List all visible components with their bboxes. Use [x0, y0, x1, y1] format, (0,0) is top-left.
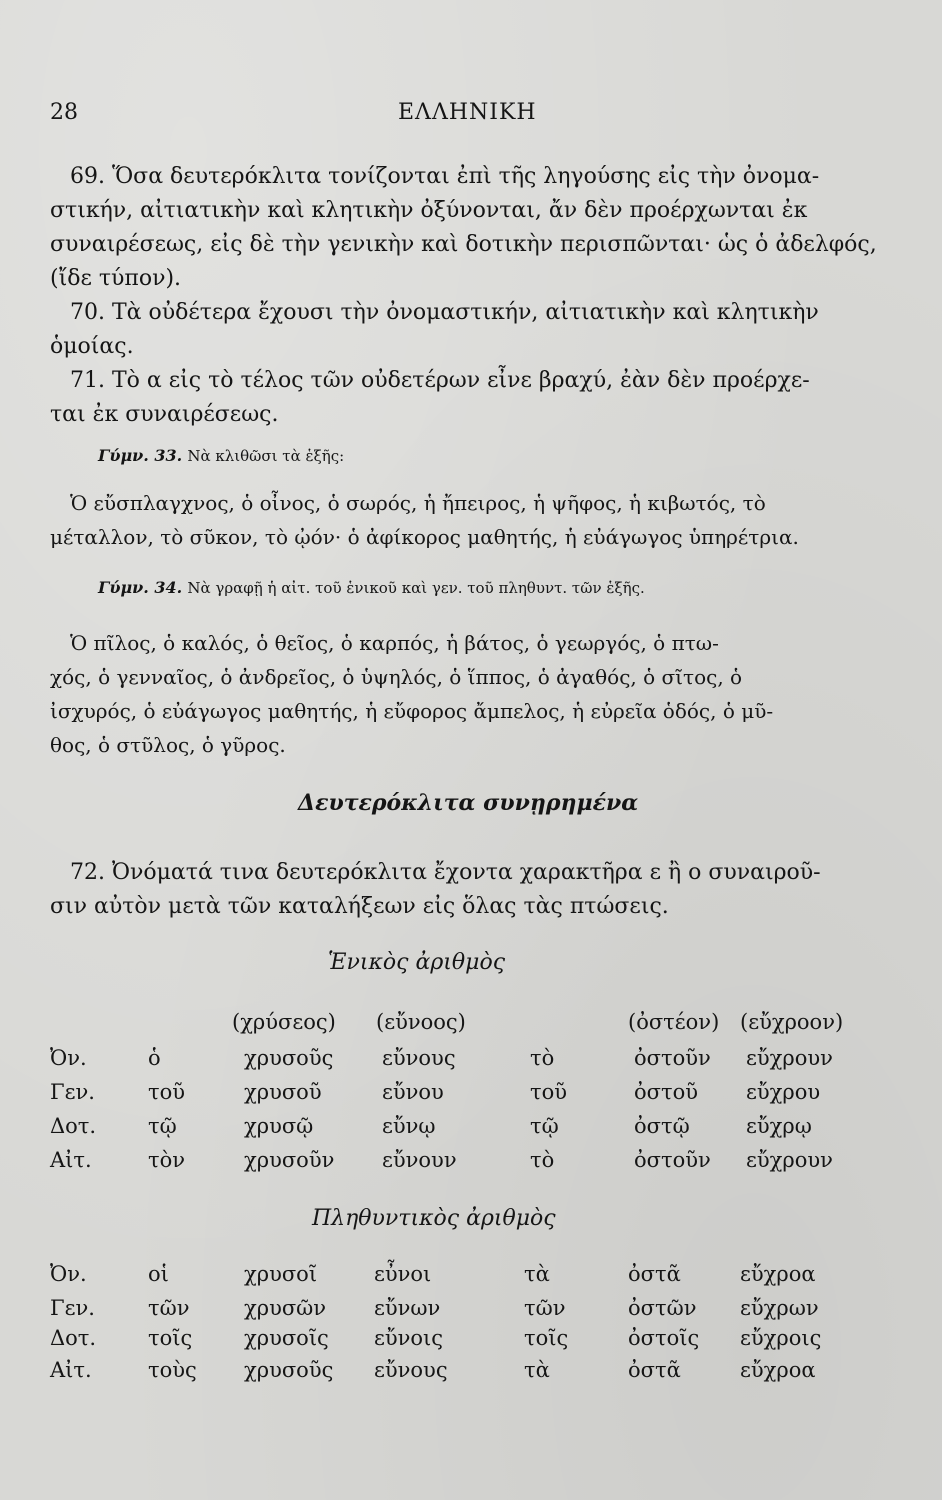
table-cell: εὔχρῳ [746, 1114, 812, 1138]
rule-69-line-1: 69. Ὅσα δευτερόκλιτα τονίζονται ἐπὶ τῆς ληγούσης εἰς τὴν ὀνομα- [70, 164, 820, 189]
case-label: Ὀν. [50, 1262, 87, 1286]
article: τὸν [148, 1148, 186, 1172]
exercise-33-line-2: μέταλλον, τὸ σῦκον, τὸ ᾠόν· ὁ ἀφίκορος μαθητής, ἡ εὐάγωγος ὑπηρέτρια. [50, 525, 799, 549]
article: τοῦ [148, 1080, 186, 1104]
table-cell: ὀστᾶ [628, 1262, 681, 1286]
table-cell: ὀστοῦν [634, 1148, 711, 1172]
table-cell: ὀστῷ [634, 1114, 690, 1138]
table-cell: χρυσῶν [244, 1296, 327, 1320]
table-cell: εὔνους [382, 1046, 456, 1070]
table-cell: εὔχροα [740, 1262, 816, 1286]
case-label: Αἰτ. [50, 1148, 92, 1172]
exercise-34-line-2: χός, ὁ γενναῖος, ὁ ἀνδρεῖος, ὁ ὑψηλός, ὁ ἵππος, ὁ ἀγαθός, ὁ σῖτος, ὁ [50, 665, 743, 689]
article: τῷ [148, 1114, 177, 1138]
table-cell: εὔχροις [740, 1326, 822, 1350]
table-cell: εὔνων [374, 1296, 441, 1320]
table-cell: χρυσῷ [244, 1114, 314, 1138]
table-cell: εὔνουν [382, 1148, 457, 1172]
exercise-34-line-3: ἰσχυρός, ὁ εὐάγωγος μαθητής, ἡ εὔφορος ἄμπελος, ἡ εὐρεῖα ὁδός, ὁ μῦ- [50, 699, 774, 723]
table-cell: εὔνου [382, 1080, 444, 1104]
case-label: Αἰτ. [50, 1358, 92, 1382]
table-cell: εὔνους [374, 1358, 448, 1382]
header-euchroon: (εὔχροον) [740, 1010, 844, 1034]
exercise-33-label: Γύμν. 33. [98, 446, 183, 465]
article: τὸ [530, 1046, 555, 1070]
rule-70-line-1: 70. Τὰ οὐδέτερα ἔχουσι τὴν ὀνομαστικήν, αἰτιατικὴν καὶ κλητικὴν [70, 300, 819, 325]
rule-69-line-3: συναιρέσεως, εἰς δὲ τὴν γενικὴν καὶ δοτικὴν περισπῶνται· ὡς ὁ ἀδελφός, [50, 232, 877, 257]
plural-title: Πληθυντικὸς ἀριθμὸς [312, 1206, 556, 1231]
table-cell: εὖνοι [374, 1262, 432, 1286]
singular-title: Ἑνικὸς ἀριθμὸς [328, 950, 506, 975]
article: τῶν [148, 1296, 190, 1320]
article: τῷ [530, 1114, 559, 1138]
case-label: Γεν. [50, 1296, 95, 1320]
running-title: ΕΛΛΗΝΙΚΗ [398, 100, 537, 125]
table-cell: εὔνῳ [382, 1114, 436, 1138]
article: οἱ [148, 1262, 169, 1286]
exercise-34-label: Γύμν. 34. [98, 578, 183, 597]
rule-69-line-2: στικήν, αἰτιατικὴν καὶ κλητικὴν ὀξύνονται, ἄν δὲν προέρχωνται ἐκ [50, 198, 808, 223]
table-cell: εὔχρων [740, 1296, 819, 1320]
exercise-33-line-1: Ὁ εὔσπλαγχνος, ὁ οἶνος, ὁ σωρός, ἡ ἤπειρος, ἡ ψῆφος, ἡ κιβωτός, τὸ [70, 491, 766, 515]
table-cell: χρυσοῦς [244, 1046, 334, 1070]
rule-71-line-1: 71. Τὸ α εἰς τὸ τέλος τῶν οὐδετέρων εἶνε βραχύ, ἐὰν δὲν προέρχε- [70, 368, 810, 393]
table-cell: ὀστῶν [628, 1296, 697, 1320]
table-cell: εὔχρου [746, 1080, 821, 1104]
page-number: 28 [50, 100, 78, 125]
case-label: Γεν. [50, 1080, 95, 1104]
header-eunoos: (εὔνοος) [376, 1010, 466, 1034]
article: τὸ [530, 1148, 555, 1172]
table-cell: χρυσοῦν [244, 1148, 335, 1172]
rule-69-line-4: (ἴδε τύπον). [50, 266, 182, 291]
rule-71-line-2: ται ἐκ συναιρέσεως. [50, 402, 279, 427]
article: τοῖς [524, 1326, 569, 1350]
article: τῶν [524, 1296, 566, 1320]
table-cell: εὔχρουν [746, 1046, 833, 1070]
article: τοῦ [530, 1080, 568, 1104]
article: τὰ [524, 1358, 550, 1382]
rule-72-line-1: 72. Ὀνόματά τινα δευτερόκλιτα ἔχοντα χαρακτῆρα ε ἢ ο συναιροῦ- [70, 860, 821, 885]
table-cell: ὀστοῦν [634, 1046, 711, 1070]
table-cell: ὀστᾶ [628, 1358, 681, 1382]
rule-72-line-2: σιν αὐτὸν μετὰ τῶν καταλήξεων εἰς ὅλας τὰς πτώσεις. [50, 894, 669, 919]
table-cell: χρυσοῦ [244, 1080, 322, 1104]
exercise-34-line-1: Ὁ πῖλος, ὁ καλός, ὁ θεῖος, ὁ καρπός, ἡ βάτος, ὁ γεωργός, ὁ πτω- [70, 631, 719, 655]
case-label: Ὀν. [50, 1046, 87, 1070]
table-cell: ὀστοῖς [628, 1326, 700, 1350]
article: τοῖς [148, 1326, 193, 1350]
section-title: Δευτερόκλιτα συνῃρημένα [298, 790, 639, 816]
rule-70-line-2: ὁμοίας. [50, 334, 134, 359]
table-cell: χρυσοῖς [244, 1326, 329, 1350]
exercise-34-heading [98, 578, 645, 597]
exercise-34-instruction: Νὰ γραφῇ ἡ αἰτ. τοῦ ἑνικοῦ καὶ γεν. τοῦ πληθυντ. τῶν ἑξῆς. [187, 579, 645, 597]
table-cell: χρυσοῦς [244, 1358, 334, 1382]
header-osteon: (ὀστέον) [628, 1010, 720, 1034]
case-label: Δοτ. [50, 1114, 97, 1138]
exercise-33-instruction: Νὰ κλιθῶσι τὰ ἑξῆς: [187, 447, 345, 465]
exercise-34-line-4: θος, ὁ στῦλος, ὁ γῦρος. [50, 733, 286, 757]
article: τοὺς [148, 1358, 197, 1382]
table-cell: ὀστοῦ [634, 1080, 699, 1104]
table-cell: εὔνοις [374, 1326, 444, 1350]
article: ὁ [148, 1046, 161, 1070]
table-cell: εὔχροα [740, 1358, 816, 1382]
table-cell: εὔχρουν [746, 1148, 833, 1172]
header-chryseos: (χρύσεος) [232, 1010, 336, 1034]
exercise-33-heading [98, 446, 344, 465]
table-cell: χρυσοῖ [244, 1262, 318, 1286]
case-label: Δοτ. [50, 1326, 97, 1350]
article: τὰ [524, 1262, 550, 1286]
